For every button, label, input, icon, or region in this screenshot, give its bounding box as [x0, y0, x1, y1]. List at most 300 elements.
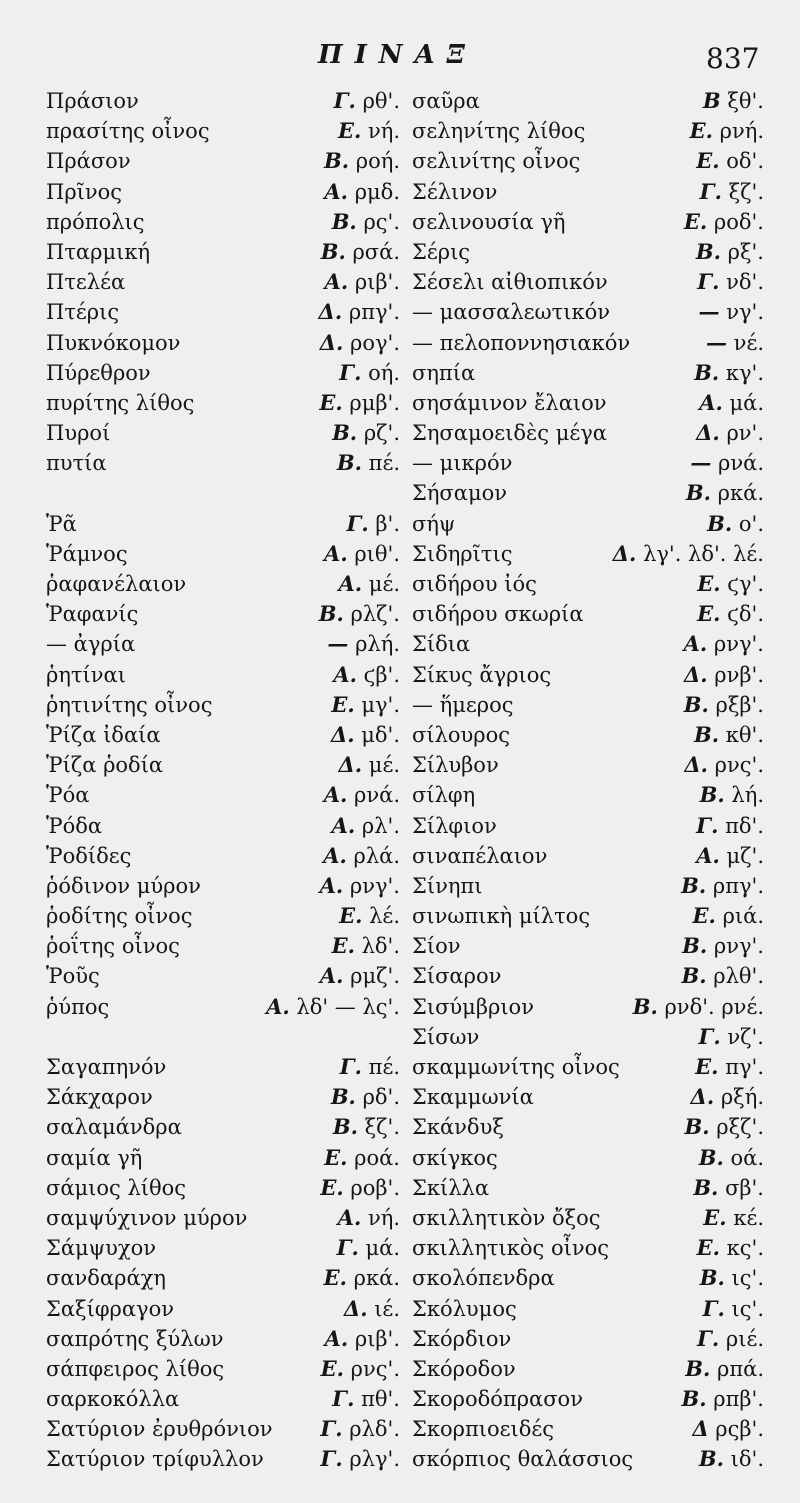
entry-page: ριβ'. [354, 270, 400, 295]
index-entry [46, 1143, 400, 1173]
entry-page: ιέ. [374, 1296, 400, 1321]
entry-page: ϛδ'. [727, 602, 764, 627]
entry-reference [320, 961, 400, 991]
entry-volume: — [698, 299, 720, 325]
index-entry [412, 1354, 764, 1384]
index-entry [46, 931, 400, 961]
index-entry [46, 750, 400, 780]
entry-term: σεληνίτης λίθος [412, 119, 586, 144]
entry-volume: Γ. [320, 1416, 343, 1442]
entry-page: ις'. [731, 1266, 764, 1291]
entry-page: νζ'. [727, 1024, 764, 1049]
entry-reference [325, 1324, 400, 1354]
index-entry [46, 992, 400, 1022]
entry-reference [339, 750, 401, 780]
page-number: 837 [706, 42, 760, 75]
entry-reference [697, 267, 764, 297]
entry-term: Πτελέα [46, 270, 126, 295]
index-entry [412, 1082, 764, 1112]
entry-reference [703, 1294, 764, 1324]
entry-reference [700, 177, 764, 207]
entry-reference [696, 146, 764, 176]
entry-volume: Β. [330, 1084, 356, 1110]
entry-term: ῥητινίτης οἶνος [46, 692, 213, 717]
index-entry [412, 1324, 764, 1354]
entry-volume: Β. [681, 1386, 707, 1412]
entry-reference [707, 509, 764, 539]
entry-volume: Β. [318, 601, 344, 627]
entry-term: σίλουρος [412, 722, 511, 747]
entry-page: μζ'. [726, 843, 764, 868]
entry-term: Σησαμοειδὲς μέγα [412, 421, 607, 446]
entry-term: — ἀγρία [46, 632, 136, 657]
entry-page: νή. [367, 1205, 400, 1230]
entry-term: σιδήρου σκωρία [412, 602, 584, 627]
entry-reference [321, 1354, 400, 1384]
entry-reference [323, 841, 400, 871]
entry-reference [700, 1263, 764, 1293]
entry-page: οή. [368, 360, 400, 385]
entry-term: σκαμμωνίτης οἶνος [412, 1055, 620, 1079]
entry-reference [332, 1384, 400, 1414]
entry-reference [682, 1384, 765, 1414]
entry-page: ρνγ'. [713, 632, 764, 657]
entry-term: Σίσαρον [412, 964, 502, 989]
index-entry [412, 871, 764, 901]
entry-term: σαπρότης ξύλων [46, 1326, 224, 1351]
index-entry [46, 358, 400, 388]
entry-term: σαμία γῆ [46, 1145, 143, 1170]
index-entry [412, 116, 764, 146]
entry-reference [332, 207, 400, 237]
running-title: ΠΙΝΑΞ [318, 40, 477, 70]
entry-page: ρξή. [720, 1085, 764, 1110]
index-entry [412, 841, 764, 871]
entry-page: ριέ. [725, 1326, 764, 1351]
entry-volume: Β. [698, 1144, 724, 1170]
entry-term: σανδαράχη [46, 1266, 166, 1291]
entry-volume: — [690, 450, 712, 476]
index-entry [46, 388, 400, 418]
entry-reference [337, 448, 400, 478]
entry-term: Σίον [412, 934, 461, 959]
entry-reference [696, 418, 764, 448]
entry-term: Σκοροδόπρασον [412, 1387, 583, 1412]
entry-volume: Δ. [696, 420, 720, 446]
entry-term: Σάμψυχον [46, 1236, 157, 1261]
entry-reference [694, 720, 764, 750]
index-entry [412, 1173, 764, 1203]
entry-volume: Γ. [696, 1325, 720, 1351]
entry-volume: Α. [338, 571, 363, 596]
index-entry [46, 146, 400, 176]
index-entry [412, 780, 764, 810]
entry-page: μδ'. [361, 722, 400, 747]
entry-term: Σέλινον [412, 179, 498, 204]
index-entry [46, 116, 400, 146]
entry-volume: Β. [693, 1174, 719, 1200]
index-entry [46, 599, 400, 629]
entry-volume: Γ. [698, 1023, 721, 1049]
entry-volume: Ε. [696, 1235, 720, 1261]
entry-volume: Δ. [330, 721, 355, 747]
entry-volume: Α. [699, 389, 723, 415]
entry-page: ρπγ'. [348, 300, 400, 325]
entry-page: μέ. [368, 753, 400, 778]
entry-term: Σκόροδον [412, 1356, 516, 1381]
entry-volume: Β. [632, 993, 658, 1019]
entry-page: ξζ'. [728, 179, 764, 204]
entry-term: Σίσων [412, 1024, 480, 1049]
entry-page: μγ'. [361, 692, 400, 717]
entry-volume: Β. [682, 933, 708, 959]
entry-page: ρξβ'. [715, 692, 764, 717]
entry-volume: Β. [699, 782, 725, 808]
entry-term: ῥαφανέλαιον [46, 572, 187, 596]
index-entry [46, 207, 400, 237]
entry-page: κθ'. [725, 722, 764, 747]
entry-page: ρσά. [352, 239, 400, 264]
entry-volume: Ε. [683, 208, 708, 234]
entry-volume: Α. [683, 631, 708, 657]
entry-page: ρνδ'. ρνέ. [664, 994, 764, 1019]
entry-term: Σκόλυμος [412, 1296, 517, 1321]
index-entry [412, 690, 764, 720]
entry-term: Σαξίφραγον [46, 1296, 175, 1321]
entry-volume: Ε. [337, 118, 362, 144]
entry-page: β'. [375, 511, 400, 536]
entry-page: μέ. [368, 572, 400, 596]
entry-term: Ῥίζα ἰδαία [46, 722, 161, 747]
entry-reference [324, 780, 400, 810]
index-entry [46, 841, 400, 871]
entry-term: Πταρμική [46, 239, 151, 264]
entry-volume: Δ. [690, 1084, 715, 1110]
entry-page: ρνς'. [714, 753, 764, 778]
entry-reference [698, 1022, 764, 1052]
index-entry [412, 931, 764, 961]
entry-volume: Γ. [346, 510, 369, 536]
entry-reference [334, 86, 400, 116]
entry-reference [703, 86, 764, 116]
entry-term: — μικρόν [412, 451, 513, 476]
entry-reference [320, 1414, 400, 1444]
entry-page: κς'. [726, 1236, 764, 1261]
entry-reference [686, 478, 764, 508]
entry-reference [325, 267, 400, 297]
entry-page: μά. [729, 390, 764, 415]
entry-term: Πυροί [46, 421, 111, 446]
entry-reference [692, 1414, 764, 1444]
entry-page: κγ'. [725, 360, 764, 385]
entry-reference [331, 720, 400, 750]
entry-reference [324, 539, 400, 569]
entry-volume: Δ. [612, 540, 637, 566]
entry-volume: Β. [698, 1446, 724, 1472]
entry-volume: Δ. [338, 752, 363, 778]
entry-reference [332, 931, 400, 961]
entry-term: σελινίτης οἶνος [412, 149, 581, 174]
entry-volume: Γ. [339, 1054, 362, 1079]
entry-volume: Α. [333, 661, 357, 687]
entry-term: σιναπέλαιον [412, 843, 548, 868]
entry-term: Σίλφιον [412, 813, 497, 838]
entry-reference [697, 569, 764, 599]
entry-page: ις'. [731, 1296, 764, 1321]
entry-volume: Α. [266, 993, 290, 1019]
entry-page: ριά. [722, 904, 764, 929]
entry-volume: Γ. [699, 178, 722, 204]
entry-term: Σατύριον τρίφυλλον [46, 1447, 264, 1472]
index-entry [412, 146, 764, 176]
entry-volume: Β [702, 88, 721, 113]
index-entry [46, 1263, 400, 1293]
entry-volume: Β. [336, 450, 362, 476]
index-entry [46, 1203, 400, 1233]
entry-volume: Β. [320, 238, 346, 264]
entry-reference [699, 297, 764, 327]
entry-page: ρνς'. [350, 1356, 400, 1381]
index-entry [412, 992, 764, 1022]
entry-reference [684, 750, 764, 780]
entry-page: ρξζ'. [716, 1115, 764, 1140]
entry-volume: Β. [685, 480, 711, 506]
entry-volume: Β. [695, 238, 721, 264]
entry-reference [266, 992, 400, 1022]
entry-page: ρμβ'. [349, 390, 400, 415]
entry-page: ρκά. [353, 1266, 400, 1291]
entry-page: ρλή. [355, 632, 400, 657]
entry-term: Σίδια [412, 632, 471, 657]
entry-term: — ἥμερος [412, 692, 514, 717]
entry-term: σαῦρα [412, 89, 480, 113]
index-entry [46, 509, 400, 539]
entry-volume: Β. [681, 872, 707, 898]
entry-volume: Δ. [318, 299, 343, 325]
entry-page: ρμδ. [354, 179, 400, 204]
index-entry [412, 720, 764, 750]
entry-reference [320, 871, 400, 901]
index-entry [412, 1263, 764, 1293]
entry-reference [321, 237, 400, 267]
index-entry [46, 1354, 400, 1384]
entry-term: Σατύριον ἐρυθρόνιον [46, 1417, 273, 1442]
entry-page: ρν'. [726, 421, 764, 446]
entry-page: ροβ'. [350, 1175, 400, 1200]
index-entry [412, 660, 764, 690]
entry-volume: Α. [324, 1325, 349, 1351]
index-entry [412, 539, 764, 569]
index-entry [412, 629, 764, 659]
index-entry [46, 267, 400, 297]
index-entry [412, 418, 764, 448]
entry-term: σησάμινον ἔλαιον [412, 390, 607, 415]
entry-term: ῥύπος [46, 994, 110, 1019]
entry-term: Σίνηπι [412, 873, 483, 898]
entry-page: σβ'. [725, 1175, 764, 1200]
entry-volume: Ε. [695, 1054, 719, 1079]
index-entry [46, 629, 400, 659]
entry-reference [331, 690, 400, 720]
entry-page: ρλά. [353, 843, 400, 868]
index-entry [46, 1444, 400, 1474]
entry-term: σηπία [412, 360, 476, 385]
entry-volume: Ε. [696, 148, 720, 174]
entry-volume: Γ. [333, 88, 356, 113]
entry-volume: Ε. [323, 1265, 347, 1291]
section-gap [46, 1022, 400, 1052]
entry-page: νδ'. [726, 270, 764, 295]
entry-term: Σέσελι αἰθιοπικόν [412, 270, 608, 295]
entry-reference [695, 1052, 764, 1082]
entry-term: πυρίτης λίθος [46, 390, 195, 415]
entry-term: σελινουσία γῆ [412, 209, 566, 234]
entry-volume: Β. [684, 1114, 710, 1140]
entry-page: ρογ'. [350, 330, 400, 355]
entry-term: Σάκχαρον [46, 1085, 153, 1110]
entry-volume: Β. [681, 963, 707, 989]
index-entry [46, 448, 400, 478]
entry-volume: Α. [323, 842, 347, 868]
entry-term: σινωπικὴ μίλτος [412, 904, 591, 929]
entry-reference [319, 297, 400, 327]
entry-volume: Α. [324, 269, 349, 295]
entry-term: σαμψύχινον μύρον [46, 1205, 248, 1230]
index-entry [412, 569, 764, 599]
entry-reference [339, 358, 400, 388]
entry-page: ρλδ'. [349, 1417, 400, 1442]
entry-page: ρνή. [719, 119, 764, 144]
entry-volume: Δ. [684, 661, 708, 687]
entry-reference [682, 961, 765, 991]
entry-term: Ῥοῦς [46, 964, 100, 989]
entry-volume: Β. [699, 1265, 725, 1291]
entry-volume: Γ. [702, 1295, 725, 1321]
entry-reference [340, 1052, 400, 1082]
entry-term: σκολόπενδρα [412, 1266, 555, 1291]
entry-term: σκιλλητικὸν ὄξος [412, 1205, 601, 1230]
entry-page: ιδ'. [730, 1447, 764, 1472]
index-entry [412, 448, 764, 478]
entry-volume: Ε. [331, 933, 355, 959]
entry-reference [338, 1203, 400, 1233]
entry-volume: Ε. [697, 571, 721, 596]
entry-page: ρζ'. [363, 421, 400, 446]
index-entry [412, 237, 764, 267]
entry-volume: Α. [696, 842, 720, 868]
index-entry [46, 1294, 400, 1324]
entry-term: Ῥοδίδες [46, 843, 132, 868]
entry-reference [685, 1354, 764, 1384]
entry-page: ρμζ'. [350, 964, 400, 989]
entry-reference [697, 1233, 764, 1263]
section-gap [46, 478, 400, 508]
entry-reference [319, 599, 400, 629]
entry-page: πγ'. [725, 1055, 764, 1079]
index-entry [46, 297, 400, 327]
entry-volume: Δ. [343, 1295, 368, 1321]
index-entry [46, 780, 400, 810]
index-entry [412, 1384, 764, 1414]
entry-page: ρδ'. [362, 1085, 400, 1110]
entry-reference [339, 569, 401, 599]
index-entry [46, 418, 400, 448]
entry-term: Σισύμβριον [412, 994, 534, 1019]
entry-reference [694, 358, 764, 388]
entry-term: σάπφειρος λίθος [46, 1356, 225, 1381]
entry-volume: Ε. [697, 601, 721, 627]
entry-volume: Γ. [697, 269, 720, 295]
entry-volume: Β. [694, 721, 720, 747]
entry-term: Σκαμμωνία [412, 1085, 534, 1110]
index-entry [412, 811, 764, 841]
index-entry [412, 1112, 764, 1142]
entry-reference [324, 1263, 400, 1293]
entry-reference [320, 1173, 400, 1203]
entry-reference [699, 1444, 764, 1474]
entry-term: σάμιος λίθος [46, 1175, 187, 1200]
entry-volume: Δ. [684, 752, 708, 778]
entry-volume: Ε. [692, 903, 716, 929]
index-entry [46, 1233, 400, 1263]
entry-reference [320, 328, 400, 358]
entry-page: μά. [365, 1236, 400, 1261]
entry-term: Σιδηρῖτις [412, 541, 513, 566]
entry-reference [690, 448, 764, 478]
entry-reference [684, 660, 764, 690]
entry-reference [332, 811, 400, 841]
index-entry [412, 207, 764, 237]
entry-page: ξθ'. [727, 89, 764, 113]
entry-reference [696, 811, 764, 841]
entry-term: Σκορπιοειδές [412, 1417, 555, 1442]
entry-reference [685, 1112, 765, 1142]
entry-reference [333, 660, 400, 690]
entry-volume: Ε. [320, 1174, 344, 1200]
entry-page: λγ'. λδ'. λέ. [643, 541, 764, 566]
entry-term: Πράσον [46, 149, 131, 174]
entry-page: ρνά. [354, 783, 400, 808]
index-entry [46, 539, 400, 569]
entry-page: λέ. [369, 904, 400, 929]
entry-term: Σέρις [412, 239, 471, 264]
entry-term: σαρκοκόλλα [46, 1387, 180, 1412]
index-column-left [46, 86, 400, 1475]
entry-volume: Β. [685, 1355, 711, 1381]
entry-volume: Α. [319, 872, 344, 898]
entry-reference [696, 237, 764, 267]
entry-volume: Ε. [319, 389, 343, 415]
entry-reference [706, 328, 764, 358]
index-entry [412, 509, 764, 539]
entry-term: Ῥίζα ῥοδία [46, 753, 164, 778]
entry-term: σήψ [412, 511, 456, 536]
entry-term: — πελοποννησιακόν [412, 330, 631, 355]
entry-volume: Γ. [696, 812, 719, 838]
entry-volume: Α. [337, 1204, 362, 1230]
index-entry [412, 1203, 764, 1233]
entry-reference [697, 599, 764, 629]
entry-volume: Α. [331, 812, 356, 838]
entry-reference [697, 1324, 764, 1354]
entry-page: ροά. [354, 1145, 400, 1170]
entry-page: ροδ'. [713, 209, 764, 234]
entry-reference [320, 1444, 400, 1474]
entry-page: πέ. [368, 1055, 400, 1079]
entry-term: Σκίλλα [412, 1175, 490, 1200]
entry-term: σκίγκος [412, 1145, 498, 1170]
entry-term: πρόπολις [46, 209, 145, 234]
